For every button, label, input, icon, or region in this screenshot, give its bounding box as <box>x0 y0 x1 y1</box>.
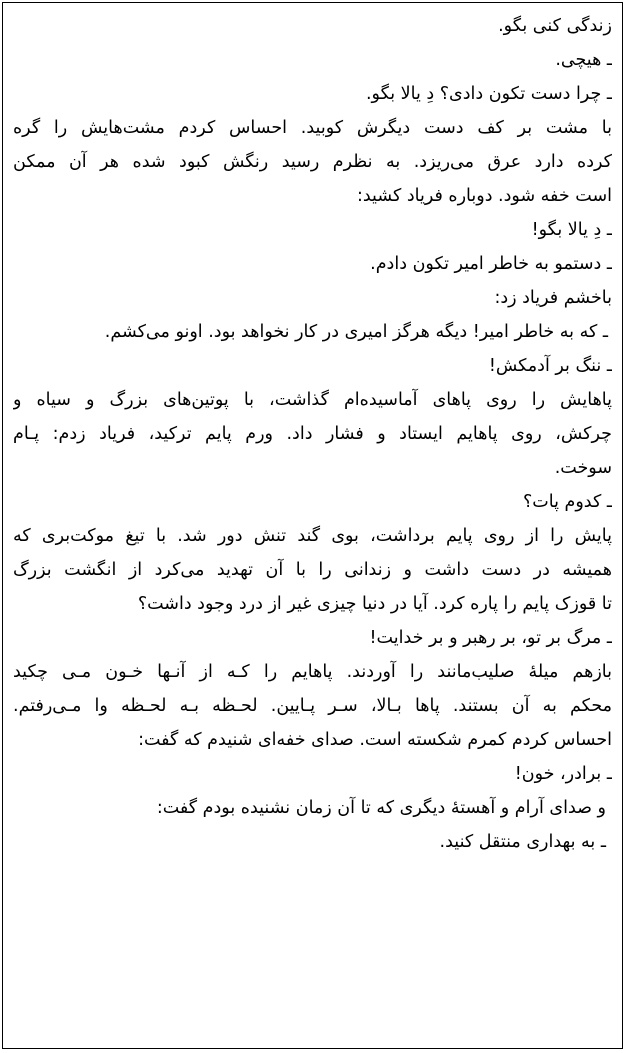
text-line: ـ چرا دست تکون دادی؟ دِ یالا بگو. <box>365 84 612 104</box>
text-line: است خفه شود. دوباره فریاد کشید: <box>356 186 612 206</box>
text-line: چرکش، روی پاهایم ایستاد و فشار داد. ورم پایم ترکید، فریاد زدم: پـام <box>13 424 612 444</box>
text-line: ـ مرگ بر تو، بر رهبر و بر خدایت! <box>369 628 612 648</box>
text-line: بازهم میلهٔ صلیب‌مانند را آوردند. پاهایم را کـه از آنـها خـون مـی چکید <box>13 662 612 682</box>
text-line: با مشت بر کف دست دیگرش کوبید. احساس کردم مشت‌هایش را گره <box>13 118 612 138</box>
text-line: ـ به بهداری منتقل کنید. <box>439 832 606 852</box>
text-line: ـ ننگ بر آدمکش! <box>488 356 612 376</box>
text-line: تا قوزک پایم را پاره کرد. آیا در دنیا چیزی غیر از درد وجود داشت؟ <box>137 594 612 614</box>
text-line: باخشم فریاد زد: <box>494 288 612 308</box>
text-line: و صدای آرام و آهستهٔ دیگری که تا آن زمان نشنیده بودم گفت: <box>156 798 606 818</box>
text-line: پاهایش را روی پاهای آماسیده‌ام گذاشت، با پوتین‌های بزرگ و سیاه و <box>13 390 612 410</box>
text-line: زندگی کنی بگو. <box>498 16 612 36</box>
text-line: ـ دِ یالا بگو! <box>531 220 612 240</box>
document-page <box>2 2 623 1049</box>
text-line: ـ برادر، خون! <box>514 764 612 784</box>
text-line: ـ که به خاطر امیر! دیگه هرگز امیری در کار نخواهد بود. اونو می‌کشم. <box>104 322 608 342</box>
text-line: احساس کردم کمرم شکسته است. صدای خفه‌ای شنیدم که گفت: <box>138 730 612 750</box>
text-line: ـ کدوم پات؟ <box>522 492 612 512</box>
text-line: محکم به آن بستند. پاها بـالا، سـر پـایین. لحـظه بـه لحـظه وا مـی‌رفتم. <box>13 696 612 716</box>
text-line: پایش را از روی پایم برداشت، بوی گند تنش دور شد. با تیغ موکت‌بری که <box>13 526 612 546</box>
text-line: سوخت. <box>554 458 612 478</box>
text-line: ـ دستمو به خاطر امیر تکون دادم. <box>370 254 612 274</box>
text-line: همیشه در دست داشت و زندانی را با آن تهدید می‌کرد از انگشت بزرگ <box>13 560 612 580</box>
text-line: کرده دارد عرق می‌ریزد. به نظرم رسید رنگش کبود شده هر آن ممکن <box>13 152 612 172</box>
document-text <box>3 3 622 859</box>
text-line: ـ هیچی. <box>555 50 612 70</box>
